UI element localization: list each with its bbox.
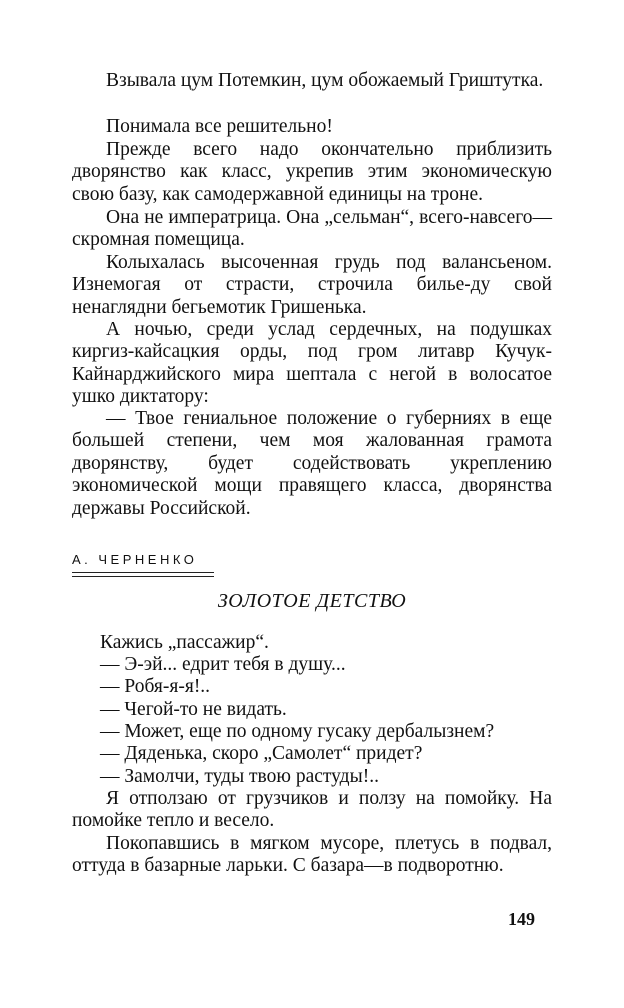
dialogue-line: — Замолчи, туды твою растуды!.. <box>100 766 379 787</box>
dialogue-line: — Робя-я-я!.. <box>100 676 211 697</box>
paragraph: Взывала цум Потемкин, цум обожаемый Гриштутка. <box>106 70 544 91</box>
paragraph: Колыхалась высоченная грудь под валансьеном. Изнемогая от страсти, строчила билье-ду свой ненаглядни бегьемотик Гришенька. <box>72 252 552 318</box>
paragraph: Покопавшись в мягком мусоре, плетусь в подвал, оттуда в базарные ларьки. С базара—в подворотню. <box>72 833 552 877</box>
paragraph: — Твое гениальное положение о губерниях в еще большей степени, чем моя жалованная грамота дворянству, будет содействовать укреплению экономической мощи правящего класса, дворянства державы Российской. <box>72 408 552 519</box>
paragraph: А ночью, среди услад сердечных, на подушках киргиз-кайсацкия орды, под гром литавр Кучук-Кайнарджийского мира шептала с негой в волосатое ушко диктатору: <box>72 319 552 408</box>
paragraph: Прежде всего надо окончательно приблизить дворянство как класс, укрепив этим экономическую свою базу, как самодержавной единицы на троне. <box>72 139 552 205</box>
author-name: А. ЧЕРНЕНКО <box>72 552 198 567</box>
author-rule <box>72 576 214 577</box>
dialogue-line: Кажись „пассажир“. <box>100 632 269 653</box>
story-title: ЗОЛОТОЕ ДЕТСТВО <box>217 590 407 612</box>
dialogue-line: — Может, еще по одному гусаку дербалызнем? <box>100 721 495 742</box>
dialogue-line: — Э-эй... едрит тебя в душу... <box>100 654 346 675</box>
paragraph: Она не императрица. Она „сельман“, всего-навсего—скромная помещица. <box>72 207 552 251</box>
author-rule <box>72 572 214 573</box>
dialogue-line: — Дяденька, скоро „Самолет“ придет? <box>100 743 423 764</box>
paragraph: Понимала все решительно! <box>106 116 333 137</box>
dialogue-line: — Чегой-то не видать. <box>100 699 287 720</box>
page-number: 149 <box>508 909 535 929</box>
paragraph: Я отползаю от грузчиков и ползу на помойку. На помойке тепло и весело. <box>72 788 552 832</box>
